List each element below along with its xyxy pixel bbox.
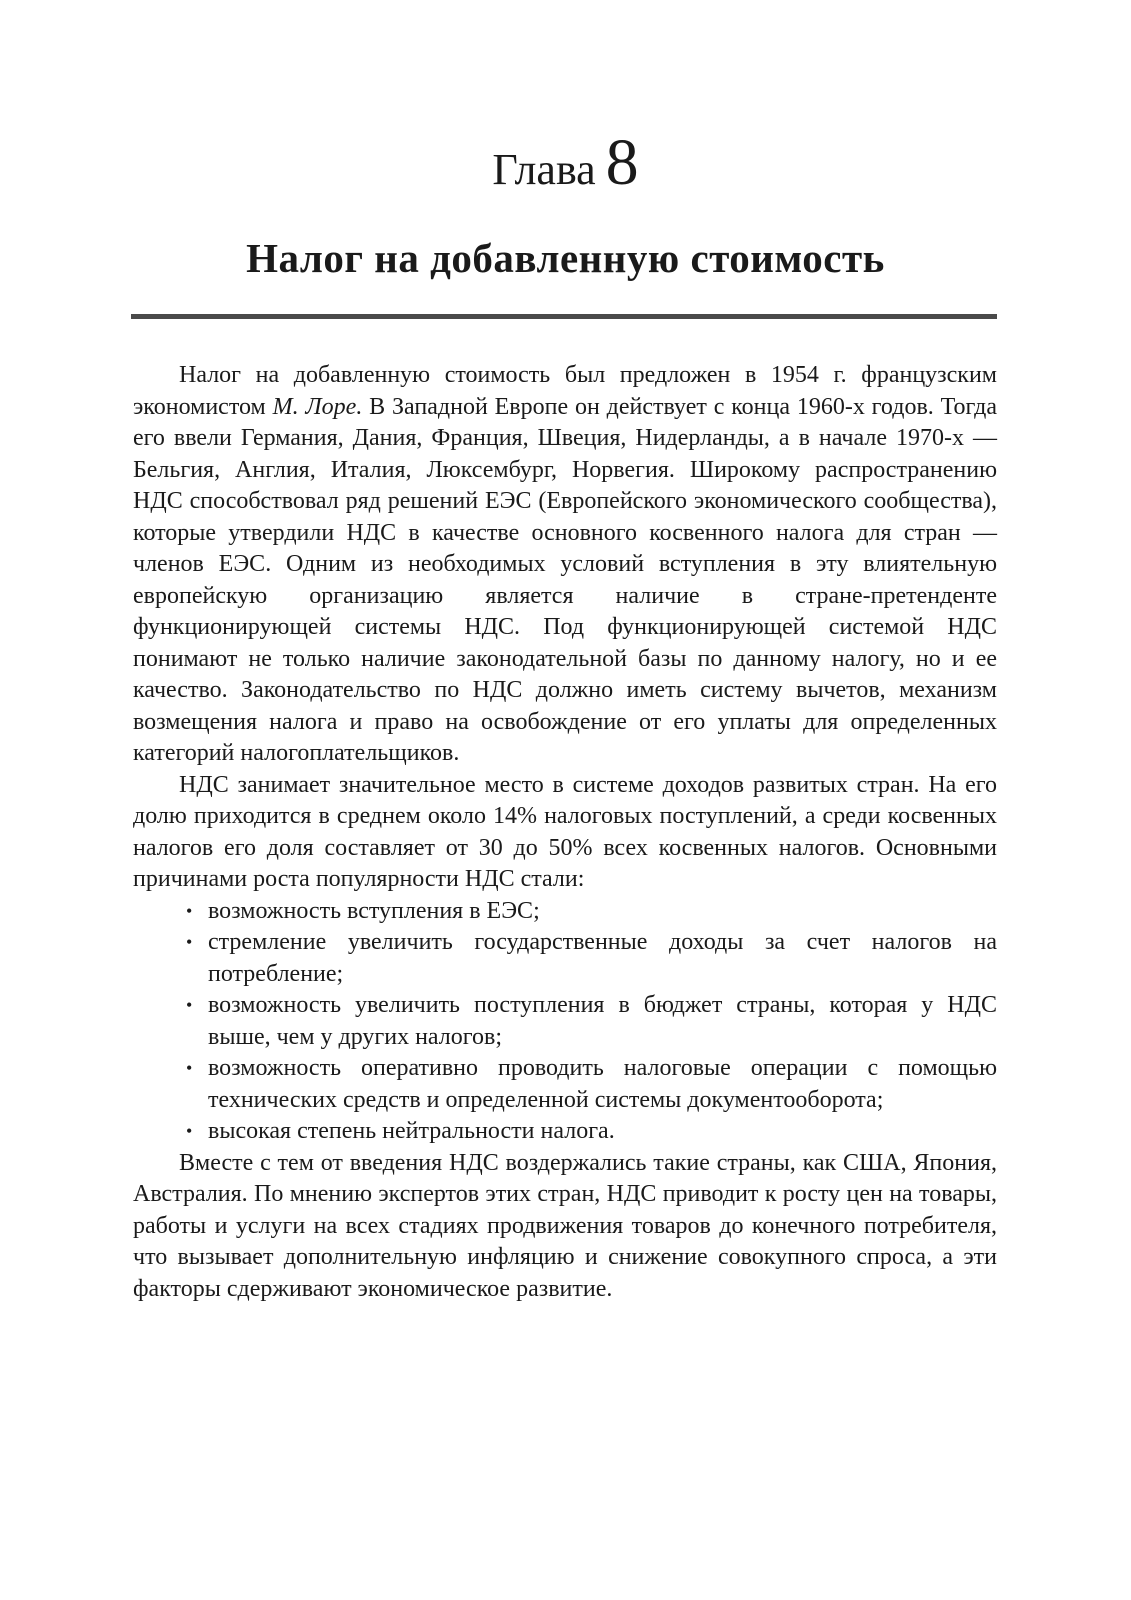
list-item bbox=[186, 896, 997, 928]
bullet-icon: • bbox=[186, 1058, 193, 1078]
chapter-heading bbox=[0, 126, 1131, 199]
chapter-word: Глава bbox=[492, 145, 596, 194]
list-item-text: возможность вступления в ЕЭС; bbox=[208, 897, 540, 924]
list-item-text: возможность увеличить поступления в бюджет страны, которая у НДС выше, чем у других налогов; bbox=[208, 992, 997, 1050]
reasons-list bbox=[133, 896, 997, 1148]
list-item-text: высокая степень нейтральности налога. bbox=[208, 1118, 615, 1144]
list-item bbox=[186, 990, 997, 1053]
list-item bbox=[186, 1116, 997, 1148]
chapter-title: Налог на добавленную стоимость bbox=[246, 235, 885, 281]
body-text bbox=[133, 360, 997, 1305]
bullet-icon: • bbox=[186, 932, 193, 952]
paragraph: Вместе с тем от введения НДС воздержались такие страны, как США, Япония, Австралия. По мнению экспертов этих стран, НДС приводит к росту цен на товары, работы и услуги на всех стадиях продвижения товаров до конечного потребителя, что вызывает дополнительную инфляцию и снижение совокупного спроса, а эти факторы сдерживают экономическое развитие. bbox=[133, 1149, 997, 1302]
list-item-text: стремление увеличить государственные доходы за счет налогов на потребление; bbox=[208, 929, 997, 987]
paragraph: НДС занимает значительное место в системе доходов развитых стран. На его долю приходится в среднем около 14% налоговых поступлений, а среди косвенных налогов его доля составляет от 30 до 50% всех косвенных налогов. Основными причинами роста популярности НДС стали: bbox=[133, 771, 997, 892]
list-item bbox=[186, 927, 997, 990]
chapter-number: 8 bbox=[605, 126, 639, 199]
paragraph-text: В Западной Европе он действует с конца 1960-х годов. Тогда его ввели Германия, Дания, Франция, Швеция, Нидерланды, а в начале 1970-х — Бельгия, Англия, Италия, Люксембург, Норвегия. Широкому распространению НДС способствовал ряд решений ЕЭС (Европейского экономического сообщества), которые утвердили НДС в качестве основного косвенного налога для стран — членов ЕЭС. Одним из необходимых условий вступления в эту влиятельную европейскую организацию является наличие в стране-претенденте функционирующей системы НДС. Под функционирующей системой НДС понимают не только наличие законодательной базы по данному налогу, но и ее качество. Законодательство по НДС должно иметь систему вычетов, механизм возмещения налога и право на освобождение от его уплаты для определенных категорий налогоплательщиков. bbox=[133, 393, 997, 766]
bullet-icon: • bbox=[186, 900, 193, 921]
bullet-icon: • bbox=[186, 1121, 193, 1141]
title-divider bbox=[131, 314, 997, 319]
author-name: М. Лоре. bbox=[272, 393, 363, 420]
paragraph-text: Налог на добавленную стоимость был предложен в 1954 г. французским экономистом bbox=[133, 362, 997, 420]
paragraph bbox=[133, 360, 997, 770]
list-item bbox=[186, 1053, 997, 1116]
list-item-text: возможность оперативно проводить налоговые операции с помощью технических средств и определенной системы документооборота; bbox=[208, 1055, 997, 1113]
bullet-icon: • bbox=[186, 995, 193, 1015]
